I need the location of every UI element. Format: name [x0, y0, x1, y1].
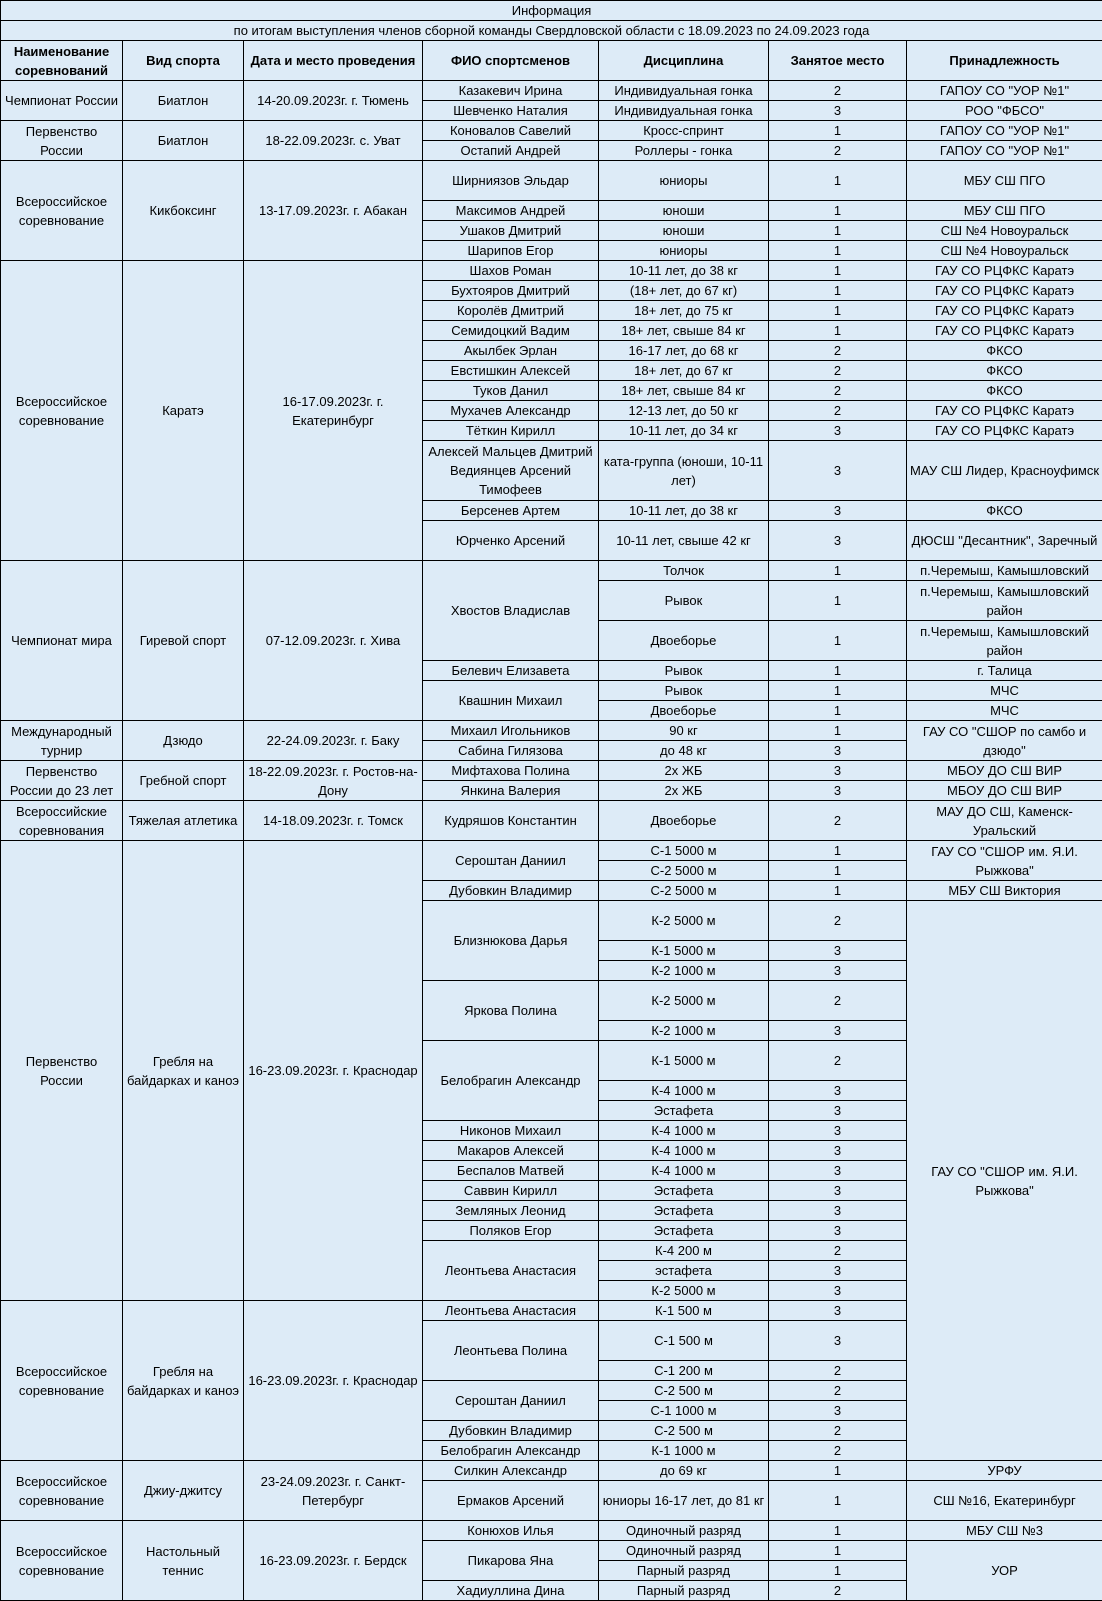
organization-cell: ФКСО: [907, 381, 1102, 401]
athlete-cell: Сероштан Даниил: [423, 841, 599, 881]
discipline-cell: Индивидуальная гонка: [599, 101, 769, 121]
discipline-cell: С-1 1000 м: [599, 1401, 769, 1421]
sport-cell: Кикбоксинг: [123, 161, 244, 261]
organization-cell: ГАУ СО РЦФКС Каратэ: [907, 301, 1102, 321]
discipline-cell: С-2 500 м: [599, 1381, 769, 1401]
athlete-cell: Хвостов Владислав: [423, 561, 599, 661]
athlete-cell: Коновалов Савелий: [423, 121, 599, 141]
place-cell: 1: [769, 161, 907, 201]
athlete-cell: Поляков Егор: [423, 1221, 599, 1241]
place-cell: 3: [769, 781, 907, 801]
place-cell: 3: [769, 1281, 907, 1301]
place-cell: 1: [769, 1561, 907, 1581]
date-place-cell: 16-23.09.2023г. г. Бердск: [244, 1521, 423, 1601]
athlete-cell: Мухачев Александр: [423, 401, 599, 421]
athlete-cell: Леонтьева Анастасия: [423, 1241, 599, 1301]
place-cell: 2: [769, 361, 907, 381]
organization-cell: ГАПОУ СО "УОР №1": [907, 141, 1102, 161]
competition-cell: Первенство России до 23 лет: [1, 761, 123, 801]
athlete-cell: Макаров Алексей: [423, 1141, 599, 1161]
discipline-cell: К-1 1000 м: [599, 1441, 769, 1461]
header-sport: Вид спорта: [123, 41, 244, 81]
athlete-cell: Берсенев Артем: [423, 501, 599, 521]
athlete-cell: Бухтояров Дмитрий: [423, 281, 599, 301]
sport-cell: Джиу-джитсу: [123, 1461, 244, 1521]
discipline-cell: юниоры: [599, 161, 769, 201]
organization-cell: п.Черемыш, Камышловский: [907, 561, 1102, 581]
discipline-cell: 18+ лет, до 67 кг: [599, 361, 769, 381]
discipline-cell: до 48 кг: [599, 741, 769, 761]
athlete-cell: Ушаков Дмитрий: [423, 221, 599, 241]
table-row: [1, 81, 1102, 101]
athlete-cell: Белобрагин Александр: [423, 1441, 599, 1461]
organization-cell: ГАУ СО РЦФКС Каратэ: [907, 281, 1102, 301]
place-cell: 2: [769, 1361, 907, 1381]
header-place: Занятое место: [769, 41, 907, 81]
organization-cell: ГАУ СО РЦФКС Каратэ: [907, 321, 1102, 341]
table-row: [1, 1521, 1102, 1541]
place-cell: 1: [769, 241, 907, 261]
date-place-cell: 16-17.09.2023г. г. Екатеринбург: [244, 261, 423, 561]
discipline-cell: юниоры 16-17 лет, до 81 кг: [599, 1481, 769, 1521]
date-place-cell: 18-22.09.2023г. г. Ростов-на-Дону: [244, 761, 423, 801]
organization-cell: МБУ СШ №3: [907, 1521, 1102, 1541]
athlete-cell: Близнюкова Дарья: [423, 901, 599, 981]
athlete-cell: Конюхов Илья: [423, 1521, 599, 1541]
results-body: [1, 81, 1102, 1601]
discipline-cell: К-4 1000 м: [599, 1081, 769, 1101]
athlete-cell: Акылбек Эрлан: [423, 341, 599, 361]
organization-cell: ГАУ СО "СШОР им. Я.И. Рыжкова": [907, 841, 1102, 881]
competition-cell: Всероссийское соревнование: [1, 1521, 123, 1601]
discipline-cell: К-4 1000 м: [599, 1141, 769, 1161]
athlete-cell: Остапий Андрей: [423, 141, 599, 161]
organization-cell: МЧС: [907, 681, 1102, 701]
discipline-cell: 16-17 лет, до 68 кг: [599, 341, 769, 361]
athlete-cell: Дубовкин Владимир: [423, 1421, 599, 1441]
table-row: [1, 161, 1102, 201]
discipline-cell: Двоеборье: [599, 621, 769, 661]
organization-cell: ФКСО: [907, 341, 1102, 361]
place-cell: 2: [769, 141, 907, 161]
header-competition: Наименование соревнований: [1, 41, 123, 81]
organization-cell: ГАУ СО "СШОР по самбо и дзюдо": [907, 721, 1102, 761]
place-cell: 2: [769, 1241, 907, 1261]
competition-cell: Всероссийские соревнования: [1, 801, 123, 841]
organization-cell: МЧС: [907, 701, 1102, 721]
place-cell: 1: [769, 701, 907, 721]
table-row: [1, 121, 1102, 141]
place-cell: 3: [769, 101, 907, 121]
place-cell: 2: [769, 401, 907, 421]
table-row: [1, 261, 1102, 281]
discipline-cell: Одиночный разряд: [599, 1541, 769, 1561]
organization-cell: МБУ СШ ПГО: [907, 161, 1102, 201]
sport-cell: Гребля на байдарках и каноэ: [123, 841, 244, 1301]
athlete-cell: Яркова Полина: [423, 981, 599, 1041]
competition-cell: Всероссийское соревнование: [1, 1301, 123, 1461]
organization-cell: ФКСО: [907, 361, 1102, 381]
place-cell: 2: [769, 1041, 907, 1081]
discipline-cell: (18+ лет, до 67 кг): [599, 281, 769, 301]
discipline-cell: эстафета: [599, 1261, 769, 1281]
organization-cell: СШ №4 Новоуральск: [907, 221, 1102, 241]
header-organization: Принадлежность: [907, 41, 1102, 81]
discipline-cell: юниоры: [599, 241, 769, 261]
athlete-cell: Юрченко Арсений: [423, 521, 599, 561]
competition-cell: Первенство России: [1, 841, 123, 1301]
discipline-cell: 90 кг: [599, 721, 769, 741]
discipline-cell: Эстафета: [599, 1221, 769, 1241]
place-cell: 1: [769, 1521, 907, 1541]
sport-cell: Гребной спорт: [123, 761, 244, 801]
discipline-cell: 10-11 лет, до 38 кг: [599, 261, 769, 281]
place-cell: 1: [769, 881, 907, 901]
discipline-cell: К-2 5000 м: [599, 1281, 769, 1301]
sport-cell: Биатлон: [123, 81, 244, 121]
organization-cell: п.Черемыш, Камышловский район: [907, 581, 1102, 621]
organization-cell: ГАУ СО РЦФКС Каратэ: [907, 421, 1102, 441]
place-cell: 1: [769, 1461, 907, 1481]
discipline-cell: Рывок: [599, 581, 769, 621]
table-row: [1, 561, 1102, 581]
discipline-cell: С-1 5000 м: [599, 841, 769, 861]
place-cell: 1: [769, 661, 907, 681]
athlete-cell: Туков Данил: [423, 381, 599, 401]
discipline-cell: К-2 5000 м: [599, 901, 769, 941]
place-cell: 2: [769, 1381, 907, 1401]
organization-cell: ГАПОУ СО "УОР №1": [907, 81, 1102, 101]
organization-cell: ГАУ СО РЦФКС Каратэ: [907, 261, 1102, 281]
sport-cell: Тяжелая атлетика: [123, 801, 244, 841]
athlete-cell: Леонтьева Анастасия: [423, 1301, 599, 1321]
date-place-cell: 13-17.09.2023г. г. Абакан: [244, 161, 423, 261]
discipline-cell: К-1 500 м: [599, 1301, 769, 1321]
athlete-cell: Пикарова Яна: [423, 1541, 599, 1581]
organization-cell: ГАУ СО "СШОР им. Я.И. Рыжкова": [907, 901, 1102, 1461]
report-title: Информация: [1, 1, 1102, 21]
competition-cell: Всероссийское соревнование: [1, 161, 123, 261]
athlete-cell: Янкина Валерия: [423, 781, 599, 801]
sport-cell: Дзюдо: [123, 721, 244, 761]
athlete-cell: Дубовкин Владимир: [423, 881, 599, 901]
athlete-cell: Шахов Роман: [423, 261, 599, 281]
competition-cell: Всероссийское соревнование: [1, 1461, 123, 1521]
date-place-cell: 22-24.09.2023г. г. Баку: [244, 721, 423, 761]
place-cell: 3: [769, 1161, 907, 1181]
organization-cell: УОР: [907, 1541, 1102, 1601]
place-cell: 3: [769, 441, 907, 501]
discipline-cell: К-4 1000 м: [599, 1121, 769, 1141]
organization-cell: ДЮСШ "Десантник", Заречный: [907, 521, 1102, 561]
organization-cell: п.Черемыш, Камышловский район: [907, 621, 1102, 661]
athlete-cell: Ермаков Арсений: [423, 1481, 599, 1521]
place-cell: 1: [769, 621, 907, 661]
place-cell: 3: [769, 1401, 907, 1421]
discipline-cell: К-2 1000 м: [599, 961, 769, 981]
table-row: [1, 761, 1102, 781]
place-cell: 2: [769, 901, 907, 941]
place-cell: 3: [769, 941, 907, 961]
discipline-cell: К-1 5000 м: [599, 941, 769, 961]
athlete-cell: Шевченко Наталия: [423, 101, 599, 121]
athlete-cell: Кудряшов Константин: [423, 801, 599, 841]
athlete-cell: Сабина Гилязова: [423, 741, 599, 761]
organization-cell: МБУ СШ Виктория: [907, 881, 1102, 901]
discipline-cell: Роллеры - гонка: [599, 141, 769, 161]
place-cell: 3: [769, 1201, 907, 1221]
organization-cell: МБОУ ДО СШ ВИР: [907, 781, 1102, 801]
discipline-cell: К-2 5000 м: [599, 981, 769, 1021]
athlete-cell: Сероштан Даниил: [423, 1381, 599, 1421]
place-cell: 3: [769, 1261, 907, 1281]
athlete-cell: Ширниязов Эльдар: [423, 161, 599, 201]
athlete-cell: Шарипов Егор: [423, 241, 599, 261]
discipline-cell: Эстафета: [599, 1201, 769, 1221]
place-cell: 1: [769, 721, 907, 741]
place-cell: 1: [769, 201, 907, 221]
discipline-cell: 18+ лет, свыше 84 кг: [599, 321, 769, 341]
discipline-cell: Парный разряд: [599, 1581, 769, 1601]
table-row: [1, 841, 1102, 861]
sport-cell: Каратэ: [123, 261, 244, 561]
athlete-cell: Семидоцкий Вадим: [423, 321, 599, 341]
place-cell: 1: [769, 861, 907, 881]
athlete-cell: Силкин Александр: [423, 1461, 599, 1481]
discipline-cell: С-2 5000 м: [599, 861, 769, 881]
athlete-cell: Мифтахова Полина: [423, 761, 599, 781]
place-cell: 1: [769, 841, 907, 861]
athlete-cell: Земляных Леонид: [423, 1201, 599, 1221]
athlete-cell: Беспалов Матвей: [423, 1161, 599, 1181]
competition-cell: Чемпионат России: [1, 81, 123, 121]
discipline-cell: юноши: [599, 221, 769, 241]
place-cell: 2: [769, 341, 907, 361]
sport-cell: Биатлон: [123, 121, 244, 161]
date-place-cell: 07-12.09.2023г. г. Хива: [244, 561, 423, 721]
place-cell: 1: [769, 301, 907, 321]
date-place-cell: 23-24.09.2023г. г. Санкт-Петербург: [244, 1461, 423, 1521]
discipline-cell: К-4 200 м: [599, 1241, 769, 1261]
organization-cell: ГАУ СО РЦФКС Каратэ: [907, 401, 1102, 421]
place-cell: 1: [769, 681, 907, 701]
discipline-cell: Эстафета: [599, 1101, 769, 1121]
place-cell: 3: [769, 1021, 907, 1041]
organization-cell: ГАПОУ СО "УОР №1": [907, 121, 1102, 141]
table-row: [1, 801, 1102, 841]
organization-cell: СШ №16, Екатеринбург: [907, 1481, 1102, 1521]
discipline-cell: С-1 200 м: [599, 1361, 769, 1381]
place-cell: 3: [769, 1101, 907, 1121]
athlete-cell: Хадиуллина Дина: [423, 1581, 599, 1601]
discipline-cell: Двоеборье: [599, 701, 769, 721]
discipline-cell: до 69 кг: [599, 1461, 769, 1481]
sport-cell: Гиревой спорт: [123, 561, 244, 721]
athlete-cell: Леонтьева Полина: [423, 1321, 599, 1381]
place-cell: 2: [769, 981, 907, 1021]
organization-cell: г. Талица: [907, 661, 1102, 681]
place-cell: 1: [769, 1541, 907, 1561]
discipline-cell: Одиночный разряд: [599, 1521, 769, 1541]
discipline-cell: юноши: [599, 201, 769, 221]
place-cell: 1: [769, 561, 907, 581]
place-cell: 3: [769, 1321, 907, 1361]
place-cell: 3: [769, 521, 907, 561]
organization-cell: РОО "ФБСО": [907, 101, 1102, 121]
discipline-cell: Рывок: [599, 681, 769, 701]
athlete-cell: Евстишкин Алексей: [423, 361, 599, 381]
discipline-cell: Эстафета: [599, 1181, 769, 1201]
place-cell: 3: [769, 1081, 907, 1101]
athlete-cell: Белевич Елизавета: [423, 661, 599, 681]
place-cell: 1: [769, 581, 907, 621]
discipline-cell: Толчок: [599, 561, 769, 581]
organization-cell: МАУ СШ Лидер, Красноуфимск: [907, 441, 1102, 501]
date-place-cell: 18-22.09.2023г. с. Уват: [244, 121, 423, 161]
place-cell: 3: [769, 741, 907, 761]
discipline-cell: К-4 1000 м: [599, 1161, 769, 1181]
athlete-cell: Михаил Игольников: [423, 721, 599, 741]
place-cell: 3: [769, 961, 907, 981]
discipline-cell: Индивидуальная гонка: [599, 81, 769, 101]
organization-cell: МБУ СШ ПГО: [907, 201, 1102, 221]
date-place-cell: 14-20.09.2023г. г. Тюмень: [244, 81, 423, 121]
athlete-cell: Казакевич Ирина: [423, 81, 599, 101]
report-subtitle: по итогам выступления членов сборной команды Свердловской области с 18.09.2023 по 24.09.2023 года: [1, 21, 1102, 41]
place-cell: 1: [769, 121, 907, 141]
header-discipline: Дисциплина: [599, 41, 769, 81]
place-cell: 1: [769, 221, 907, 241]
place-cell: 3: [769, 1141, 907, 1161]
place-cell: 1: [769, 1481, 907, 1521]
athlete-cell: Саввин Кирилл: [423, 1181, 599, 1201]
date-place-cell: 16-23.09.2023г. г. Краснодар: [244, 841, 423, 1301]
athlete-cell: Белобрагин Александр: [423, 1041, 599, 1121]
place-cell: 2: [769, 1581, 907, 1601]
place-cell: 3: [769, 421, 907, 441]
place-cell: 3: [769, 1121, 907, 1141]
place-cell: 1: [769, 261, 907, 281]
discipline-cell: С-2 5000 м: [599, 881, 769, 901]
discipline-cell: 10-11 лет, до 34 кг: [599, 421, 769, 441]
discipline-cell: К-2 1000 м: [599, 1021, 769, 1041]
organization-cell: СШ №4 Новоуральск: [907, 241, 1102, 261]
competition-cell: Чемпионат мира: [1, 561, 123, 721]
place-cell: 3: [769, 761, 907, 781]
place-cell: 3: [769, 501, 907, 521]
date-place-cell: 14-18.09.2023г. г. Томск: [244, 801, 423, 841]
discipline-cell: К-1 5000 м: [599, 1041, 769, 1081]
discipline-cell: 18+ лет, свыше 84 кг: [599, 381, 769, 401]
competition-cell: Международный турнир: [1, 721, 123, 761]
header-athlete: ФИО спортсменов: [423, 41, 599, 81]
place-cell: 3: [769, 1301, 907, 1321]
organization-cell: МБОУ ДО СШ ВИР: [907, 761, 1102, 781]
discipline-cell: Кросс-спринт: [599, 121, 769, 141]
header-row: [1, 41, 1102, 81]
athlete-cell: Королёв Дмитрий: [423, 301, 599, 321]
organization-cell: МАУ ДО СШ, Каменск-Уральский: [907, 801, 1102, 841]
date-place-cell: 16-23.09.2023г. г. Краснодар: [244, 1301, 423, 1461]
place-cell: 2: [769, 381, 907, 401]
place-cell: 1: [769, 281, 907, 301]
discipline-cell: 10-11 лет, до 38 кг: [599, 501, 769, 521]
table-row: [1, 1461, 1102, 1481]
athlete-cell: Квашнин Михаил: [423, 681, 599, 721]
place-cell: 2: [769, 801, 907, 841]
athlete-cell: Никонов Михаил: [423, 1121, 599, 1141]
place-cell: 2: [769, 81, 907, 101]
organization-cell: ФКСО: [907, 501, 1102, 521]
discipline-cell: 10-11 лет, свыше 42 кг: [599, 521, 769, 561]
discipline-cell: ката-группа (юноши, 10-11 лет): [599, 441, 769, 501]
place-cell: 1: [769, 321, 907, 341]
place-cell: 3: [769, 1181, 907, 1201]
organization-cell: УРФУ: [907, 1461, 1102, 1481]
discipline-cell: Рывок: [599, 661, 769, 681]
discipline-cell: 18+ лет, до 75 кг: [599, 301, 769, 321]
place-cell: 2: [769, 1421, 907, 1441]
table-row: [1, 721, 1102, 741]
discipline-cell: С-1 500 м: [599, 1321, 769, 1361]
athlete-cell: Алексей Мальцев Дмитрий Ведиянцев Арсений Тимофеев: [423, 441, 599, 501]
competition-cell: Первенство России: [1, 121, 123, 161]
sport-cell: Настольный теннис: [123, 1521, 244, 1601]
place-cell: 3: [769, 1221, 907, 1241]
competition-cell: Всероссийское соревнование: [1, 261, 123, 561]
discipline-cell: Парный разряд: [599, 1561, 769, 1581]
athlete-cell: Максимов Андрей: [423, 201, 599, 221]
place-cell: 2: [769, 1441, 907, 1461]
athlete-cell: Тёткин Кирилл: [423, 421, 599, 441]
discipline-cell: 12-13 лет, до 50 кг: [599, 401, 769, 421]
discipline-cell: 2х ЖБ: [599, 761, 769, 781]
discipline-cell: Двоеборье: [599, 801, 769, 841]
discipline-cell: 2х ЖБ: [599, 781, 769, 801]
header-date-place: Дата и место проведения: [244, 41, 423, 81]
sport-cell: Гребля на байдарках и каноэ: [123, 1301, 244, 1461]
discipline-cell: С-2 500 м: [599, 1421, 769, 1441]
